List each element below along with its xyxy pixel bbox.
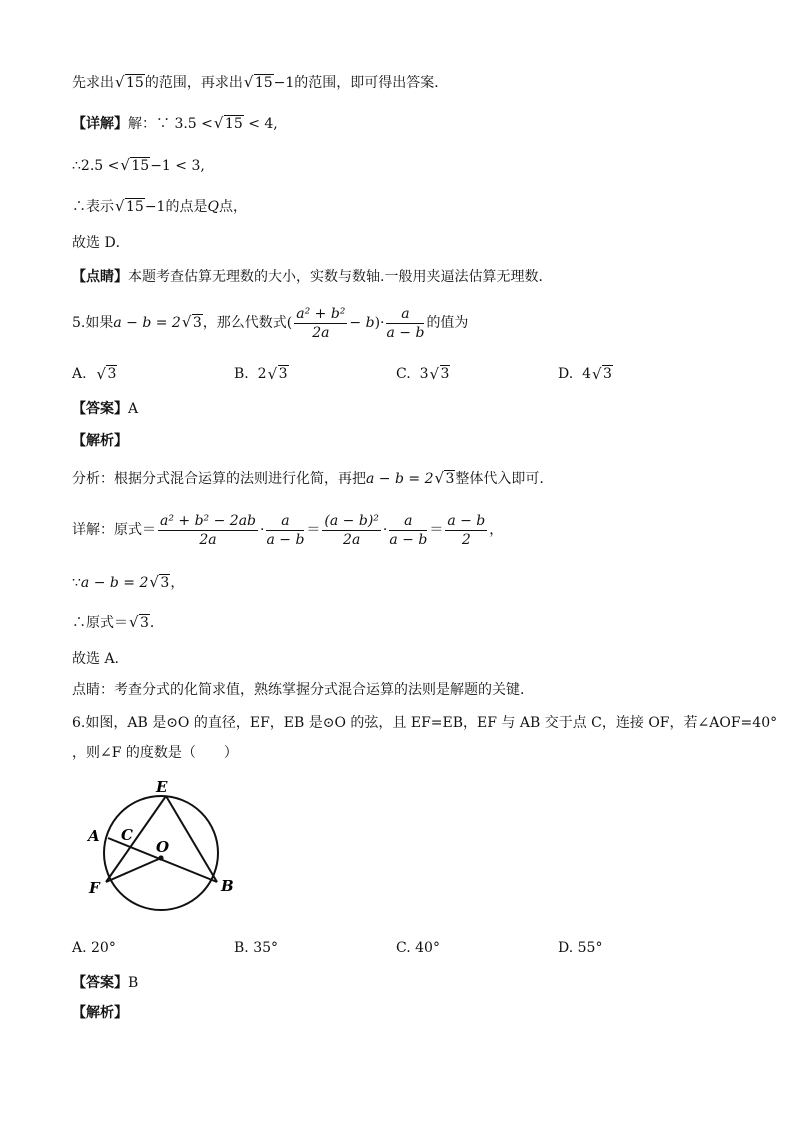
- text: 解：∵: [128, 116, 170, 132]
- text: 的点是: [165, 199, 208, 215]
- text: ∴表示: [72, 199, 114, 215]
- intro-line: 先求出√ 15的范围，再求出√ 15−1的范围，即可得出答案．: [72, 72, 448, 94]
- text: 点，: [218, 199, 247, 215]
- label-e: E: [156, 778, 168, 796]
- q5-choose: 故选 A.: [72, 651, 120, 667]
- q6-analysis-tag: 【解析】: [72, 1005, 128, 1021]
- text: 先求出: [72, 75, 114, 91]
- circle-diagram: [86, 778, 256, 928]
- sqrt-15: √ 15: [245, 72, 274, 94]
- value: < 4,: [248, 116, 278, 132]
- sqrt-15: √ 15: [215, 113, 244, 135]
- label-c: C: [121, 826, 133, 844]
- q6-choice-a[interactable]: A. 20°: [72, 940, 116, 956]
- q5-analysis-tag: 【解析】: [72, 433, 128, 449]
- detail-tag: 【详解】: [72, 116, 128, 132]
- q5-choice-a[interactable]: A. √ 3: [72, 366, 117, 382]
- detail-line: [72, 113, 278, 135]
- q6-answer: 【答案】B: [72, 975, 139, 991]
- q5-analysis: 分析：根据分式混合运算的法则进行化简，再把a − b = 2√ 3整体代入即可.: [72, 468, 544, 490]
- label-o: O: [156, 838, 170, 856]
- text: 的范围，即可得出答案．: [294, 75, 449, 91]
- sqrt-15: √ 15: [121, 155, 150, 177]
- value: 2.5 <: [80, 158, 120, 174]
- value: −1: [144, 199, 166, 215]
- q5-since: ∵a − b = 2√ 3，: [72, 572, 184, 594]
- q5-number: 5.如果: [72, 315, 114, 331]
- q5-stem: 5.如果a − b = 2√ 3，那么代数式( $\frac{\text{a² + b²}}{2a}$ − b)· $\frac{a}{a - b}$ 的值为: [72, 304, 468, 342]
- q5-choice-c[interactable]: C. 3√ 3: [396, 366, 450, 382]
- label-b: B: [221, 877, 234, 895]
- sqrt-3: √ 3: [183, 304, 203, 342]
- therefore-line-1: [72, 155, 205, 177]
- q5-answer: 【答案】A: [72, 401, 139, 417]
- q5-choice-b[interactable]: B. 2√ 3: [234, 366, 289, 382]
- label-a: A: [88, 827, 100, 845]
- sqrt-15: √ 15: [116, 196, 145, 218]
- fraction: $\frac{a}{a - b}$: [386, 305, 425, 341]
- text: − b: [349, 315, 375, 331]
- q6-choice-b[interactable]: B. 35°: [234, 940, 279, 956]
- condition: a − b = 2: [113, 315, 181, 331]
- q6-choice-c[interactable]: C. 40°: [396, 940, 440, 956]
- fraction: $\frac{\text{a² + b²}}{2a}$: [296, 305, 346, 341]
- choose-d: 故选 D．: [72, 235, 130, 251]
- q5-comment: 点睛：考查分式的化简求值，熟练掌握分式混合运算的法则是解题的关键.: [72, 682, 525, 698]
- q5-choice-d[interactable]: D. 4√ 3: [558, 366, 613, 382]
- sqrt-15: √ 15: [116, 72, 145, 94]
- q5-detail: 详解：原式＝ $\frac{\text{a² + b² − 2ab}}{2a}$ · $\frac{a}{a - b}$ ＝ $\frac{\text{(a − b)²}}{2a}$ · $\frac{a}{a - b}$ ＝ $\frac{a - b}{2}$ ，: [72, 512, 504, 548]
- therefore-line-2: [72, 196, 247, 218]
- center-o: [158, 855, 163, 860]
- therefore: ∴: [72, 158, 81, 174]
- chord-eb: [166, 796, 217, 882]
- comment-line: [72, 266, 552, 288]
- q5-so: ∴原式＝√ 3．: [72, 612, 164, 634]
- point-q: Q: [207, 199, 219, 215]
- value: −1 < 3,: [150, 158, 205, 174]
- q6-stem-1: 6.如图，AB 是⊙O 的直径，EF，EB 是⊙O 的弦，且 EF=EB，EF 与 AB 交于点 C，连接 OF，若∠AOF=40°: [72, 715, 778, 731]
- value: 3.5 <: [174, 116, 213, 132]
- q6-stem-2: ，则∠F 的度数是（ ）: [72, 745, 238, 761]
- text: ，那么代数式: [202, 315, 287, 331]
- label-f: F: [89, 879, 100, 897]
- text: 的值为: [426, 315, 469, 331]
- comment-text: 本题考查估算无理数的大小，实数与数轴.一般用夹逼法估算无理数．: [128, 269, 553, 285]
- text: 的范围，再求出: [144, 75, 243, 91]
- q6-choice-d[interactable]: D. 55°: [558, 940, 603, 956]
- comment-tag: 【点睛】: [72, 269, 128, 285]
